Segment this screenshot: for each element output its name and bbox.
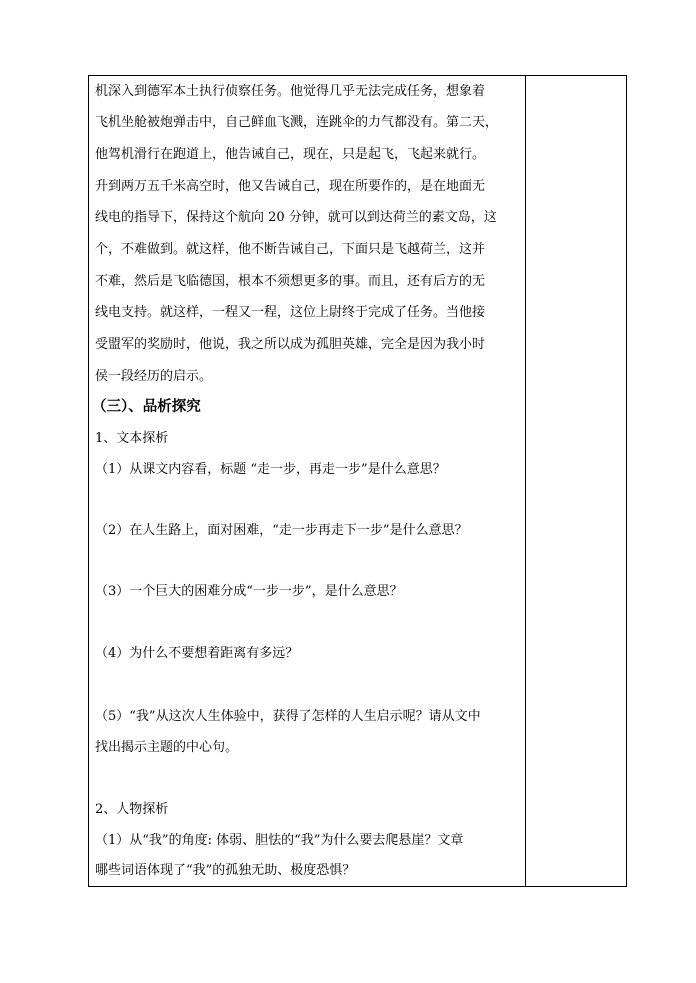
- part2-title: 2、人物探析: [95, 802, 169, 817]
- story-line: 机深入到德军本土执行侦察任务。他觉得几乎无法完成任务，想象着: [95, 84, 486, 99]
- part1-title: 1、文本探析: [95, 431, 169, 446]
- section-heading: （三）、品析探究: [92, 398, 201, 415]
- question-5-line-2: 找出揭示主题的中心句。: [95, 740, 239, 755]
- story-line: 飞机坐舱被炮弹击中，自己鲜血飞溅，连跳伞的力气都没有。第二天，: [95, 115, 499, 130]
- question-4: （4）为什么不要想着距离有多远？: [95, 646, 299, 661]
- story-line: 不难，然后是飞临德国，根本不须想更多的事。而且，还有后方的无: [95, 274, 486, 289]
- story-line: 线电支持。就这样，一程又一程，这位上尉终于完成了任务。当他接: [95, 305, 486, 320]
- question-3: （3）一个巨大的困难分成“一步一步”，是什么意思？: [95, 584, 403, 599]
- story-line: 升到两万五千米高空时，他又告诫自己，现在所要作的，是在地面无: [95, 179, 486, 194]
- question-1: （1）从课文内容看，标题 “走一步，再走一步”是什么意思？: [95, 462, 446, 477]
- document-table: [88, 75, 627, 887]
- question-5-line-1: （5）“我”从这次人生体验中，获得了怎样的人生启示呢？请从文中: [95, 709, 481, 724]
- notes-cell: [526, 76, 626, 886]
- story-line: 侯一段经历的启示。: [95, 369, 213, 384]
- story-line: 个，不难做到。就这样，他不断告诫自己，下面只是飞越荷兰，这并: [95, 242, 486, 257]
- story-line: 受盟军的奖励时，他说，我之所以成为孤胆英雄，完全是因为我小时: [95, 337, 486, 352]
- content-cell: [89, 76, 525, 886]
- question-6-line-1: （1）从“我”的角度: 体弱、胆怯的“我”为什么要去爬悬崖？文章: [95, 833, 464, 848]
- story-line: 他驾机滑行在跑道上，他告诫自己，现在，只是起飞，飞起来就行。: [95, 147, 486, 162]
- story-line: 线电的指导下，保持这个航向 20 分钟，就可以到达荷兰的素文岛，这: [95, 210, 497, 225]
- question-6-line-2: 哪些词语体现了“我”的孤独无助、极度恐惧？: [95, 863, 356, 878]
- question-2: （2）在人生路上，面对困难，“走一步再走下一步”是什么意思？: [95, 523, 468, 538]
